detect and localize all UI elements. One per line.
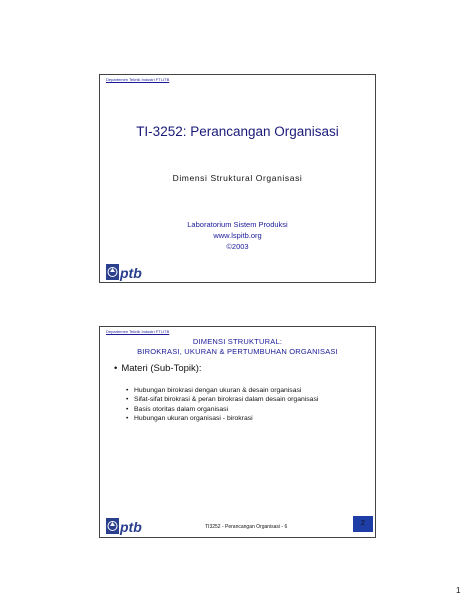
copyright-year: ©2003 — [226, 242, 249, 251]
slide-title-line-1: DIMENSI STRUKTURAL: — [192, 337, 283, 346]
itb-logo-icon — [106, 517, 148, 535]
main-bullet — [114, 363, 202, 374]
bullet-icon: • — [126, 396, 129, 404]
lab-name: Laboratorium Sistem Produksi — [187, 220, 288, 229]
department-header: Departemen Teknik Industri FTI-ITB — [106, 329, 170, 334]
list-item-text: Hubungan birokrasi dengan ukuran & desain organisasi — [134, 387, 302, 394]
slide-1 — [99, 74, 376, 283]
list-item — [126, 386, 366, 395]
department-header: Departemen Teknik Industri FTI-ITB — [106, 77, 170, 82]
list-item — [126, 414, 366, 423]
itb-logo-icon — [106, 263, 148, 281]
document-page-number: 1 — [456, 586, 461, 595]
list-item-text: Hubungan ukuran organisasi - birokrasi — [134, 414, 253, 422]
slide-title — [100, 337, 375, 357]
main-bullet-text: Materi (Sub-Topik): — [121, 363, 202, 374]
list-item — [126, 395, 366, 404]
list-item-text: Basis otoritas dalam organisasi — [134, 405, 229, 413]
slide-title: TI-3252: Perancangan Organisasi — [136, 124, 339, 139]
list-item-text: Sifat-sifat birokrasi & peran birokrasi dalam desain organisasi — [134, 396, 319, 404]
topic-list — [126, 386, 366, 423]
bullet-icon: • — [126, 387, 129, 394]
lab-url: www.lspitb.org — [213, 231, 262, 240]
list-item — [126, 405, 366, 414]
logo-text: ptb — [120, 265, 142, 281]
bullet-icon: • — [126, 405, 129, 413]
slide-footer: TI3252 - Perancangan Organisasi - 6 — [205, 524, 288, 530]
slide-title-line-2: BIROKRASI, UKURAN & PERTUMBUHAN ORGANISASI — [137, 347, 338, 356]
logo-text: ptb — [120, 519, 142, 535]
bullet-icon: • — [114, 363, 118, 374]
slide-page-number: 2 — [353, 516, 373, 532]
bullet-icon: • — [126, 414, 129, 422]
slide-2 — [99, 326, 376, 538]
lab-info — [100, 219, 375, 252]
slide-subtitle: Dimensi Struktural Organisasi — [172, 173, 303, 183]
